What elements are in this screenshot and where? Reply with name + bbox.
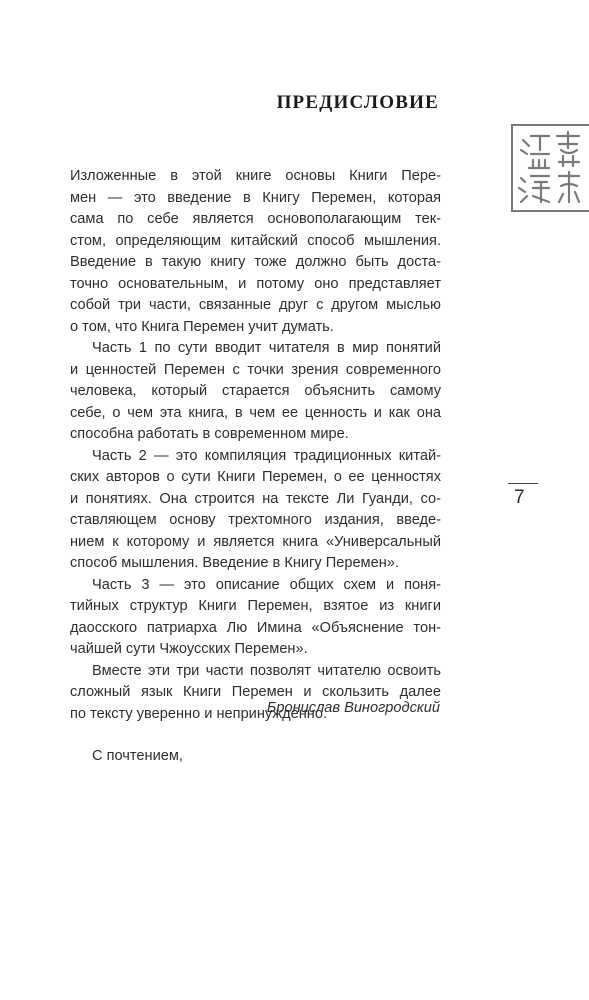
text-line: даосского патриарха Лю Имина «Объяснение тон- [70, 619, 441, 636]
page-number-rule [508, 483, 538, 484]
text-line: стом, определяющим китайский способ мышления. [70, 232, 441, 249]
seal-stamp-icon [511, 124, 589, 212]
paragraph-2 [70, 338, 441, 446]
text-line: Часть 3 — это описание общих схем и поня- [92, 576, 441, 593]
text-line: сама по себе является основополагающим тек- [70, 211, 441, 227]
paragraph-4 [70, 575, 441, 661]
text-line: ставляющем основу трехтомного издания, введе- [70, 512, 441, 528]
paragraph-1 [70, 166, 441, 338]
text-line: точно основательным, и потому оно представляет [70, 275, 441, 292]
text-line: человека, который старается объяснить самому [70, 383, 441, 399]
author-signature: Бронислав Виногродский [266, 700, 440, 716]
text-line: Изложенные в этой книге основы Книги Пере- [70, 168, 441, 184]
page-title: ПРЕДИСЛОВИЕ [276, 92, 439, 113]
paragraph-3 [70, 446, 441, 575]
text-line: способ мышления. Введение в Книгу Перемен». [70, 555, 399, 571]
text-line: собой три части, связанные друг с другом мыслью [70, 297, 441, 313]
text-line: тийных структур Книги Перемен, взятое из книги [70, 598, 441, 614]
text-line: нием к которому и является книга «Универсальный [70, 533, 441, 550]
closing-salutation: С почтением, [92, 748, 183, 764]
text-line: сложный язык Книги Перемен и скользить далее [70, 684, 441, 700]
text-line: Введение в такую книгу тоже должно быть доста- [70, 254, 441, 270]
text-line: Часть 1 по сути вводит читателя в мир понятий [92, 340, 441, 356]
text-line: мен — это введение в Книгу Перемен, которая [70, 189, 441, 206]
text-line: Часть 2 — это компиляция традиционных китай- [92, 447, 441, 464]
preface-body [70, 166, 441, 768]
text-line: и понятиях. Она строится на тексте Ли Гуанди, со- [70, 490, 441, 507]
page-number: 7 [514, 487, 525, 508]
text-line: Вместе эти три части позволят читателю освоить [92, 662, 441, 679]
text-line: способна работать в современном мире. [70, 426, 349, 442]
text-line: ских авторов о сути Книги Перемен, о ее ценностях [70, 469, 441, 485]
text-line: по тексту уверенно и непринужденно. [70, 705, 328, 722]
text-line: и ценностей Перемен с точки зрения современного [70, 361, 441, 378]
text-line: чайшей сути Чжоусских Перемен». [70, 641, 308, 657]
text-line: себе, о чем эта книга, в чем ее ценность и как она [70, 404, 441, 421]
text-line: о том, что Книга Перемен учит думать. [70, 318, 334, 335]
